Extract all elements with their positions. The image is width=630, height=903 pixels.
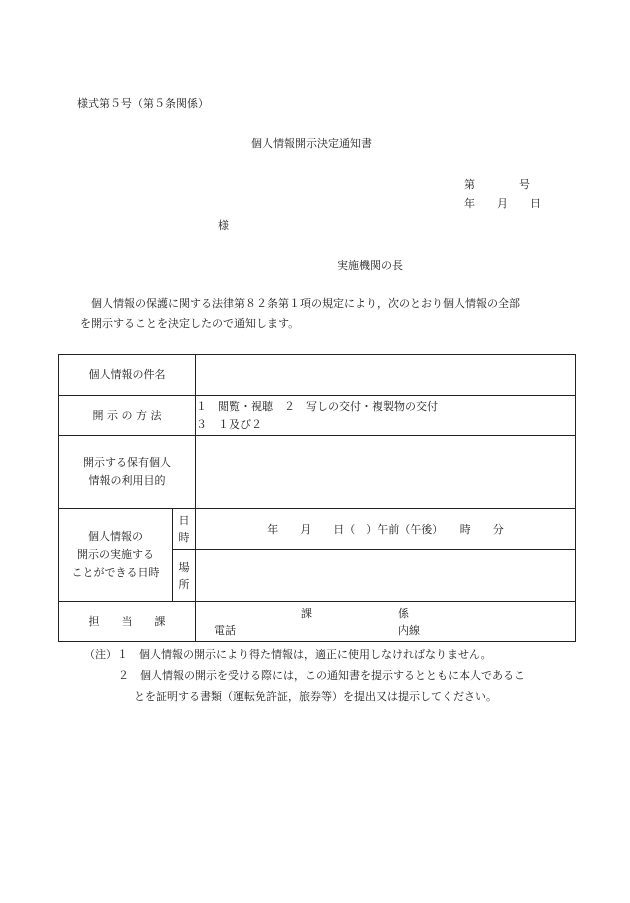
- contact-unit: 係: [398, 606, 409, 620]
- note-1: （注）１ 個人情報の開示により得た情報は，適正に使用しなければなりません。: [84, 648, 492, 661]
- notes: [84, 644, 564, 707]
- method-options: [196, 396, 576, 436]
- body-line-1: 個人情報の保護に関する法律第８２条第１項の規定により，次のとおり個人情報の全部: [91, 297, 520, 310]
- implementation-label-line-1: 個人情報の: [88, 530, 143, 543]
- purpose-value: [196, 436, 576, 509]
- note-2-continued: とを証明する書類（運転免許証，旅券等）を提出又は提示してください。: [134, 690, 497, 703]
- method-label: 開 示 の 方 法: [59, 396, 196, 436]
- document-number: 第 号: [464, 178, 530, 191]
- datetime-value: 年 月 日（ ）午前（午後） 時 分: [196, 509, 576, 550]
- implementation-label: [59, 509, 173, 602]
- datetime-label-char-2: 時: [178, 531, 190, 544]
- contact-extension-label: 内線: [398, 623, 420, 637]
- disclosure-table: [58, 354, 576, 642]
- datetime-label-char-1: 日: [178, 514, 190, 527]
- purpose-label: [59, 436, 196, 509]
- contact-phone-label: 電話: [214, 623, 236, 637]
- body-line-2: を開示することを決定したので通知します。: [80, 317, 300, 330]
- form-reference: 様式第５号（第５条関係）: [77, 97, 209, 110]
- row-method: [59, 396, 576, 436]
- purpose-label-line-1: 開示する保有個人: [83, 456, 171, 469]
- row-subject: [59, 355, 576, 396]
- subject-value: [196, 355, 576, 396]
- place-label: [173, 550, 196, 602]
- method-option-line-1: １ 閲覧・視聴 ２ 写しの交付・複製物の交付: [196, 399, 438, 413]
- body-paragraph: [80, 294, 560, 334]
- subject-label: 個人情報の件名: [59, 355, 196, 396]
- purpose-label-line-2: 情報の利用目的: [88, 474, 166, 487]
- contact-label: 担 当 課: [59, 602, 196, 642]
- contact-value: [196, 602, 576, 642]
- place-value: [196, 550, 576, 602]
- implementation-label-line-3: ことができる日時: [71, 566, 160, 579]
- datetime-label: [173, 509, 196, 550]
- row-contact: [59, 602, 576, 642]
- document-title: 個人情報開示決定通知書: [251, 137, 372, 150]
- contact-section: 課: [301, 606, 312, 620]
- issuer-title: 実施機関の長: [337, 259, 403, 272]
- document-date: 年 月 日: [464, 197, 541, 210]
- method-option-line-2: ３ １及び２: [196, 417, 262, 431]
- place-label-char-2: 所: [178, 577, 190, 591]
- addressee-suffix: 様: [218, 219, 229, 232]
- note-2: ２ 個人情報の開示を受ける際には，この通知書を提示するとともに本人であるこ: [118, 669, 525, 682]
- place-label-char-1: 場: [178, 560, 190, 574]
- row-purpose: [59, 436, 576, 509]
- row-datetime: [59, 509, 576, 550]
- implementation-label-line-2: 開示の実施する: [77, 548, 154, 561]
